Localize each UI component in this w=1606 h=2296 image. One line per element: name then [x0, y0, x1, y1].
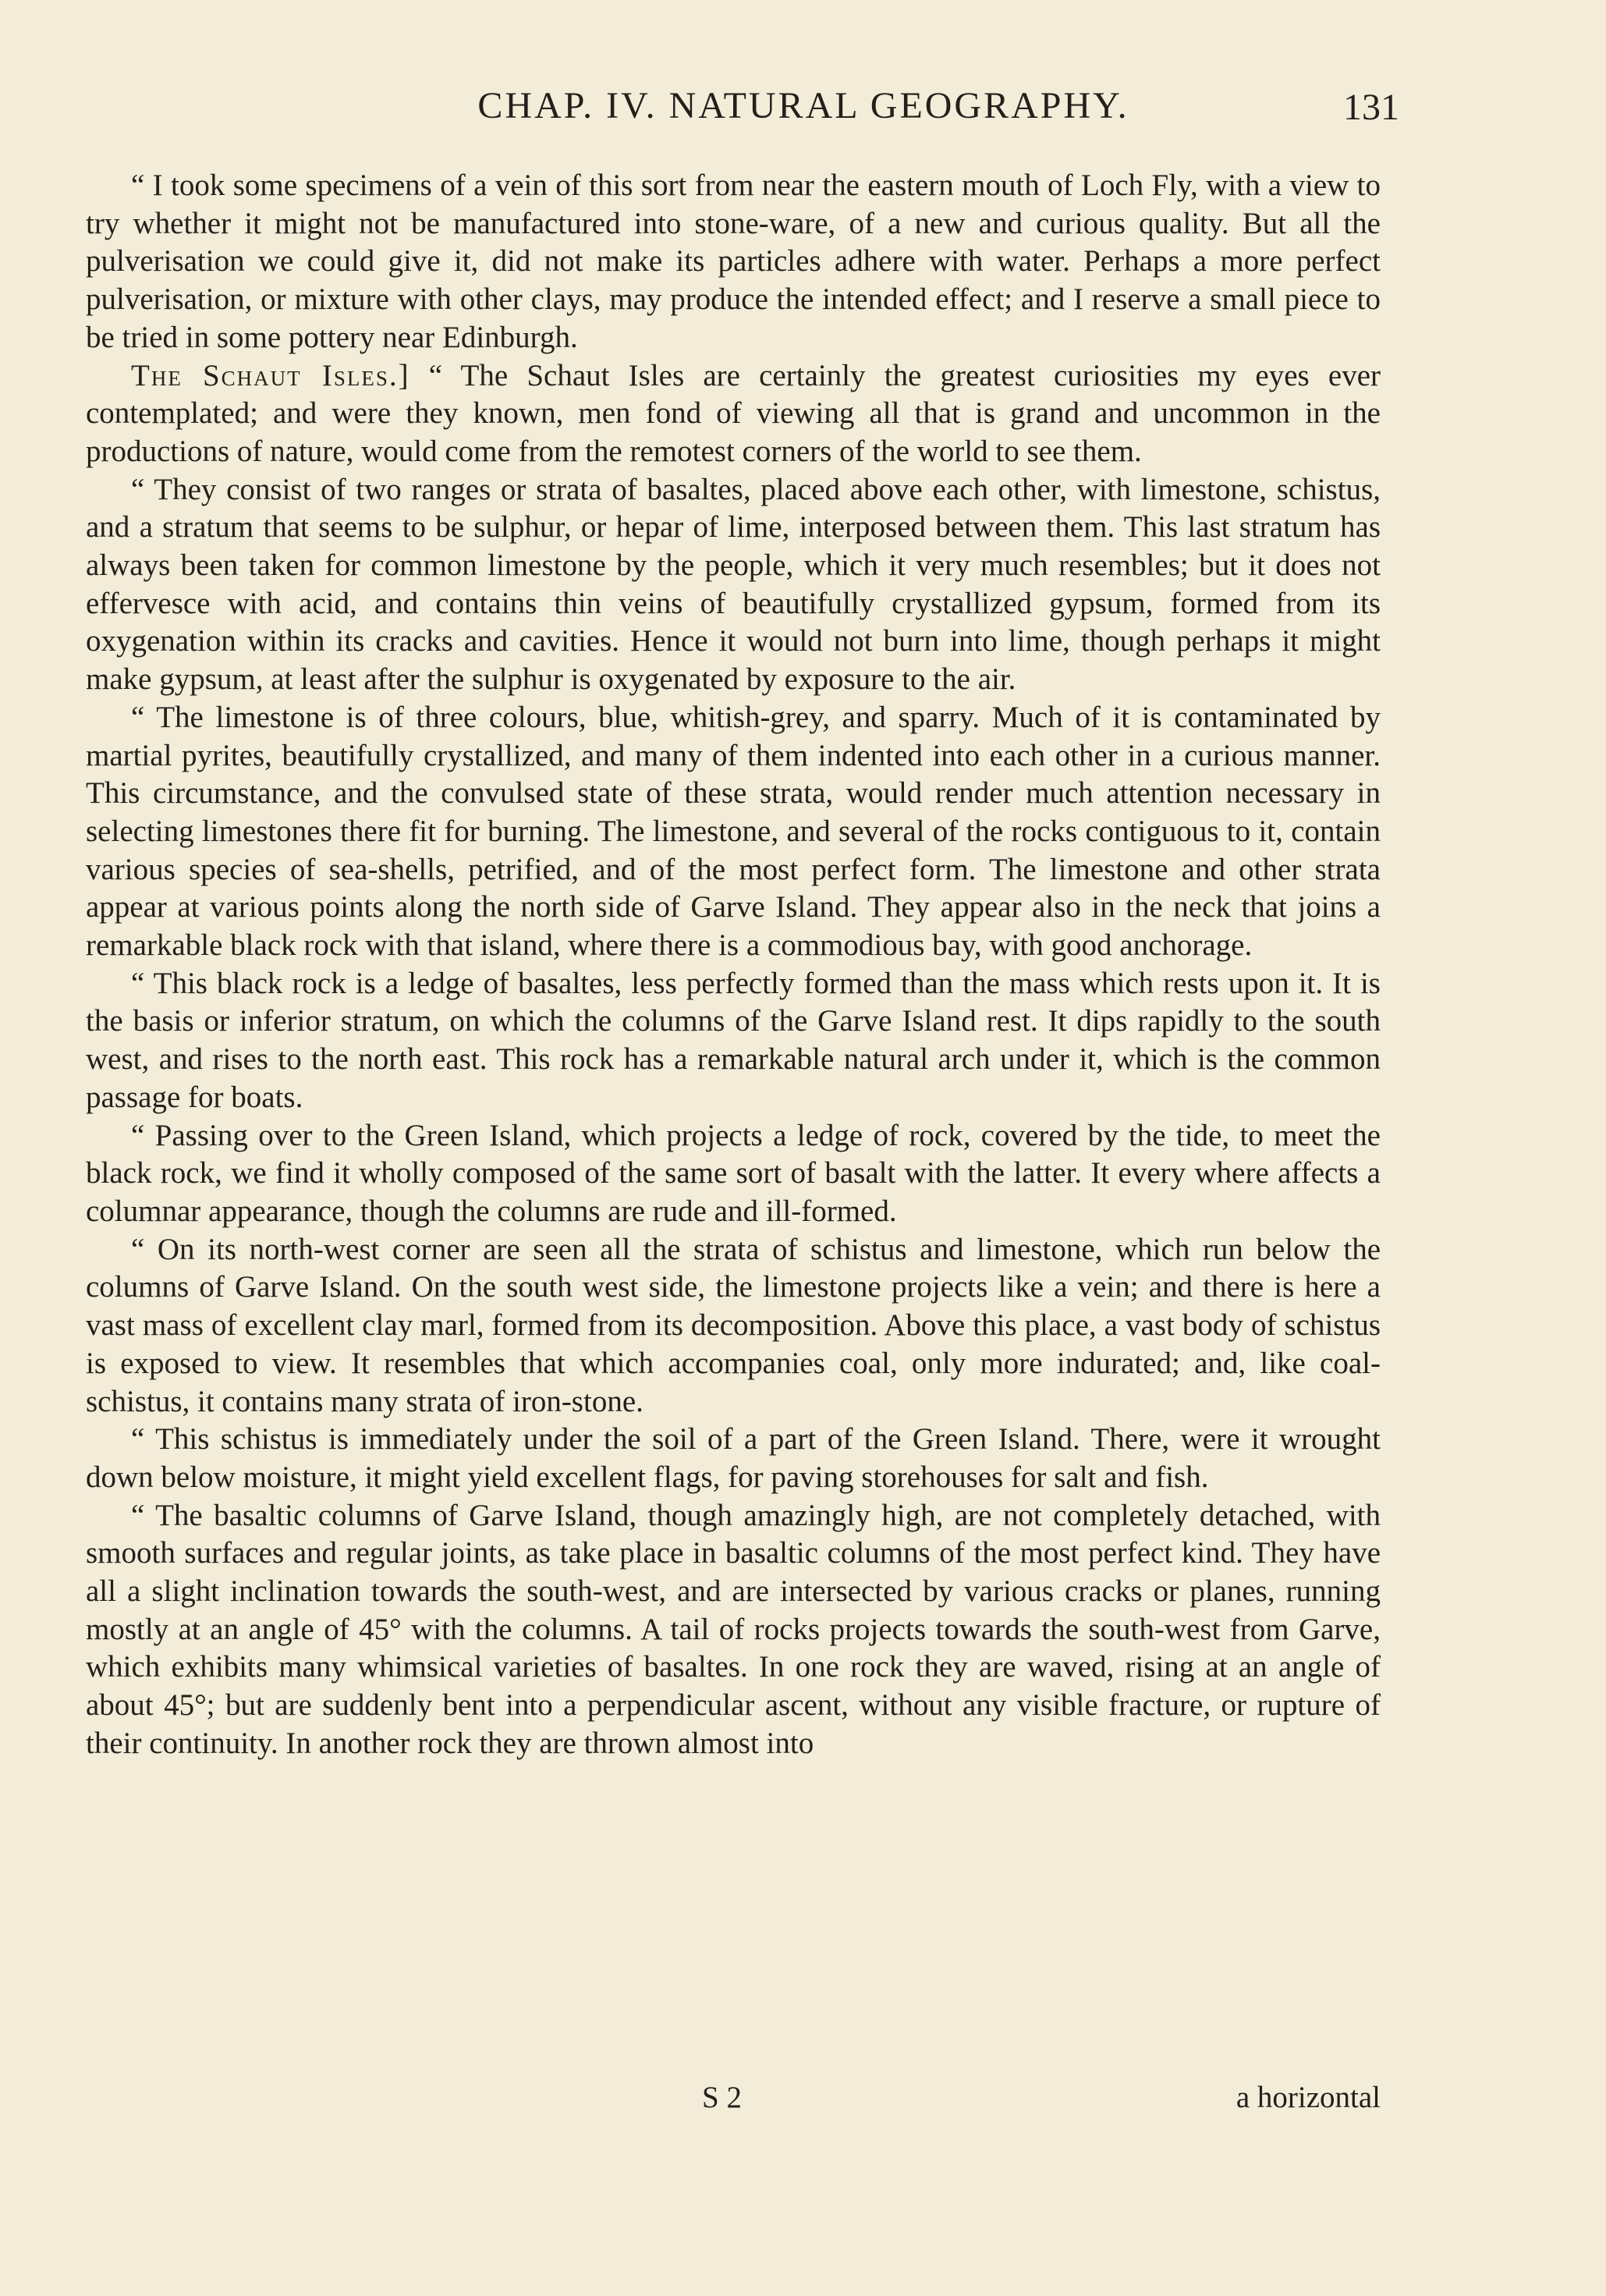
signature-mark: S 2 — [702, 2081, 742, 2114]
page-footer — [86, 2080, 1381, 2124]
paragraph-basaltic-columns: “ The basaltic columns of Garve Island, though amazingly high, are not completely detached, with smooth surfaces and regular joints, as take place in basaltic columns of the most perfect kind. They have all a slight inclination towards the south-west, and are intersected by various cracks or planes, running mostly at an angle of 45° with the columns. A tail of rocks projects towards the south-west from Garve, which exhibits many whimsical varieties of basaltes. In one rock they are waved, rising at an angle of about 45°; but are suddenly bent into a perpendicular ascent, without any visible fracture, or rupture of their continuity. In another rock they are thrown almost into — [86, 1498, 1381, 1760]
paragraph-schaut-isles-text: “ The Schaut Isles are certainly the greatest curiosities my eyes ever contemplated; and were they known, men fond of viewing all that is grand and uncommon in the productions of nature, would come from the remotest corners of the world to see them. — [86, 358, 1381, 468]
running-head: CHAP. IV. NATURAL GEOGRAPHY. — [477, 85, 1129, 126]
paragraph-black-rock: “ This black rock is a ledge of basaltes, less perfectly formed than the mass which rests upon it. It is the basis or inferior stratum, on which the columns of the Garve Island rest. It dips rapidly to the south west, and rises to the north east. This rock has a remarkable natural arch under it, which is the common passage for boats. — [86, 966, 1381, 1114]
paragraph-schistus: “ This schistus is immediately under the soil of a part of the Green Island. There, were it wrought down below moisture, it might yield excellent flags, for paving storehouses for salt and fish. — [86, 1422, 1381, 1494]
catchword: a horizontal — [1236, 2081, 1381, 2114]
page-number: 131 — [1343, 87, 1399, 128]
paragraph-north-west-corner: “ On its north-west corner are seen all the strata of schistus and limestone, which run below the columns of Garve Island. On the south west side, the limestone projects like a vein; and there is here a vast mass of excellent clay marl, formed from its decomposition. Above this place, a vast body of schistus is exposed to view. It resembles that which accompanies coal, only more indurated; and, like coal-schistus, it contains many strata of iron-stone. — [86, 1232, 1381, 1418]
paragraph-green-island: “ Passing over to the Green Island, which projects a ledge of rock, covered by the tide, to meet the black rock, we find it wholly composed of the same sort of basalt with the latter. It every where affects a columnar appearance, though the columns are rude and ill-formed. — [86, 1118, 1381, 1228]
body-text — [86, 167, 1381, 1763]
paragraph-loch-fly-vein: “ I took some specimens of a vein of this sort from near the eastern mouth of Loch Fly, with a view to try whether it might not be manufactured into stone-ware, of a new and curious quality. But all the pulverisation we could give it, did not make its particles adhere with water. Perhaps a more perfect pulverisation, or mixture with other clays, may produce the intended effect; and I reserve a small piece to be tried in some pottery near Edinburgh. — [86, 169, 1381, 354]
paragraph-schaut-isles — [86, 357, 1381, 471]
paragraph-limestone: “ The limestone is of three colours, blue, whitish-grey, and sparry. Much of it is contaminated by martial pyrites, beautifully crystallized, and many of them indented into each other in a curious manner. This circumstance, and the convulsed state of these strata, would render much attention necessary in selecting limestones there fit for burning. The limestone, and several of the rocks contiguous to it, contain various species of sea-shells, petrified, and of the most perfect form. The limestone and other strata appear at various points along the north side of Garve Island. They appear also in the neck that joins a remarkable black rock with that island, where there is a commodious bay, with good anchorage. — [86, 700, 1381, 963]
side-heading-schaut-isles: The Schaut Isles.] — [131, 358, 410, 392]
paragraph-basalt-strata: “ They consist of two ranges or strata of basaltes, placed above each other, with limestone, schistus, and a stratum that seems to be sulphur, or hepar of lime, interposed between them. This last stratum has always been taken for common limestone by the people, which it very much resembles; but it does not effervesce with acid, and contains thin veins of beautifully crystallized gypsum, formed from its oxygenation within its cracks and cavities. Hence it would not burn into lime, though perhaps it might make gypsum, at least after the sulphur is oxygenated by exposure to the air. — [86, 472, 1381, 697]
